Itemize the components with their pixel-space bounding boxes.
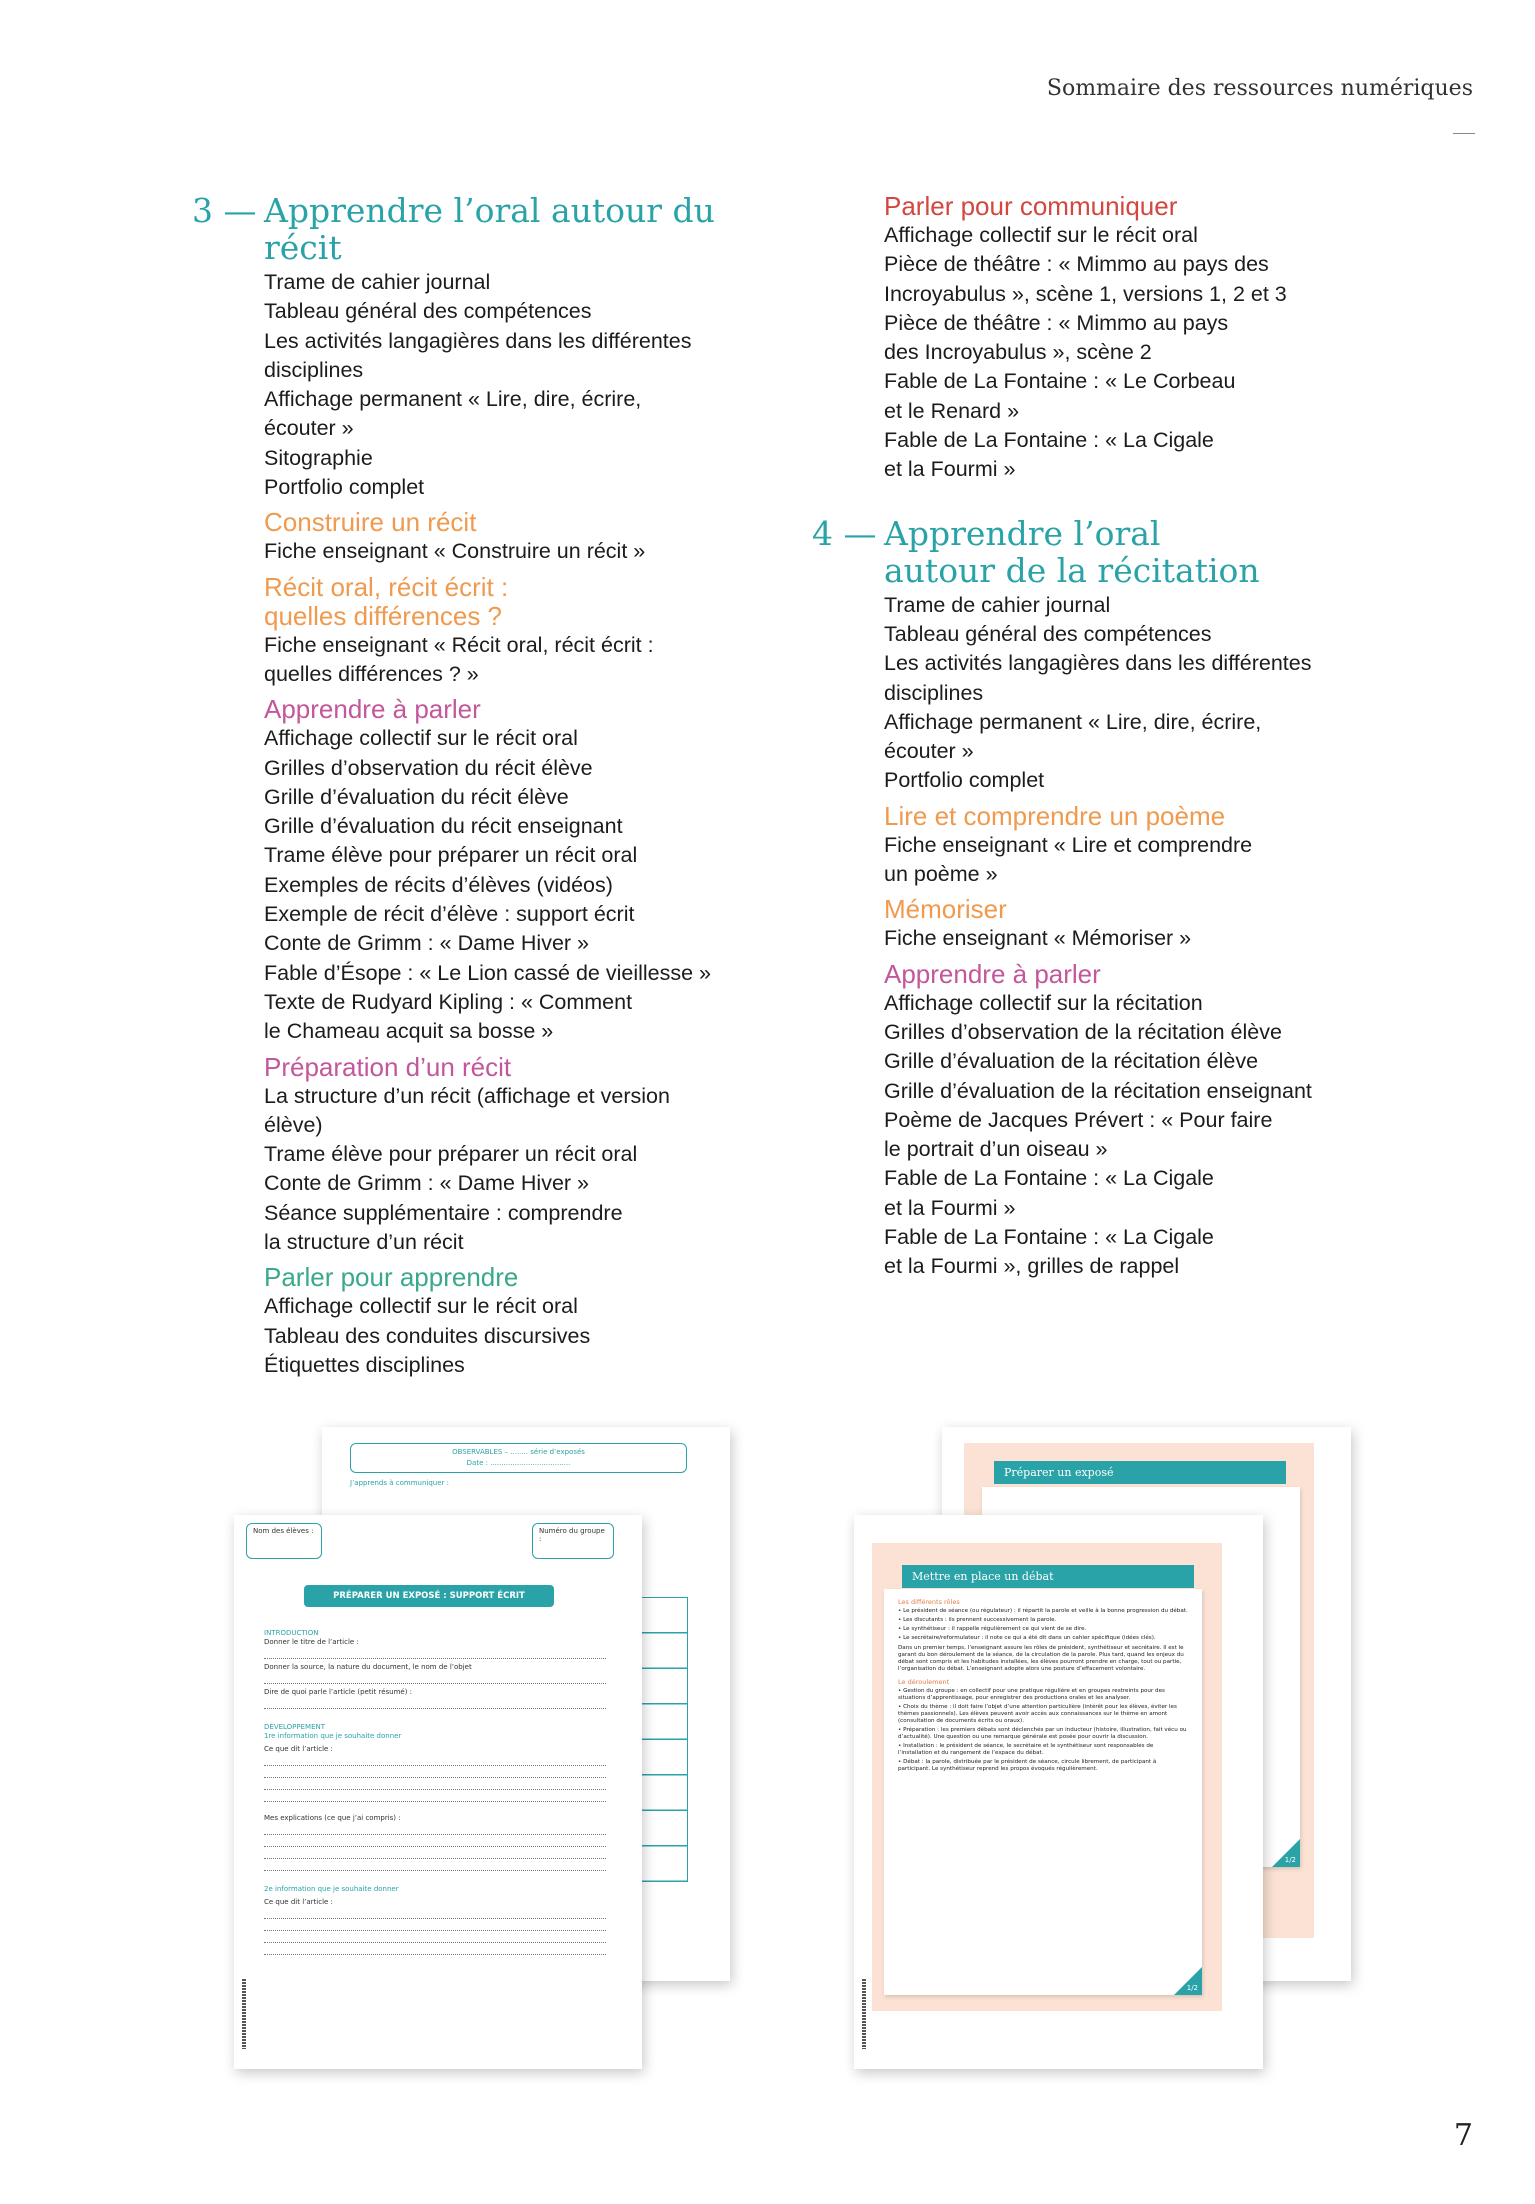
form-body <box>264 1629 606 1955</box>
resource-link[interactable]: Fable de La Fontaine : « La Cigale et la Fourmi » <box>884 428 1214 482</box>
box-line: Date : .................................... <box>466 1459 571 1467</box>
card-bullet: • Les discutants : ils prennent successivement la parole. <box>898 1617 1057 1623</box>
resource-link[interactable]: Les activités langagières dans les différentes disciplines <box>884 651 1312 705</box>
resource-link[interactable]: Exemple de récit d’élève : support écrit <box>264 902 635 927</box>
resource-link[interactable]: Poème de Jacques Prévert : « Pour faire le portrait d’un oiseau » <box>884 1107 1273 1162</box>
part-3-continued <box>812 192 1432 485</box>
resource-link[interactable]: Séance supplémentaire : comprendre la structure d’un récit <box>264 1200 623 1255</box>
section-heading: Mémoriser <box>884 894 1007 925</box>
part-title-text: Apprendre l’oral autour du récit <box>264 191 715 267</box>
resource-link[interactable]: Grille d’évaluation de la récitation élève <box>884 1049 1259 1074</box>
card-bullet: • Le secrétaire/reformulateur : il note ce qui a été dit dans un cahier spécifique (idées clés). <box>898 1635 1156 1641</box>
thumbnail-support-ecrit-sheet[interactable] <box>234 1515 642 2069</box>
resource-link[interactable]: Tableau général des compétences <box>264 299 592 324</box>
sheet-banner: Mettre en place un débat <box>902 1565 1194 1588</box>
card-section-title: Les différents rôles <box>898 1598 960 1606</box>
form-subsection: 2e information que je souhaite donner <box>264 1885 399 1893</box>
part-3-column <box>192 192 792 1380</box>
observables-box <box>350 1443 687 1473</box>
resource-link[interactable]: Portfolio complet <box>884 768 1045 793</box>
resource-link[interactable]: Pièce de théâtre : « Mimmo au pays des Incroyabulus », scène 2 <box>884 310 1229 365</box>
resource-link[interactable]: Tableau général des compétences <box>884 621 1212 646</box>
section-heading: Parler pour communiquer <box>884 191 1178 221</box>
card-bullet: • Installation : le président de séance, le secrétaire et le synthétiseur sont responsables de l’installation et du rangement de l’espace du débat. <box>898 1743 1154 1756</box>
section-heading: Lire et comprendre un poème <box>884 800 1226 831</box>
page-indicator: 1/2 <box>1186 1984 1198 1992</box>
resource-link[interactable]: Portfolio complet <box>264 475 425 500</box>
resource-link[interactable]: Grille d’évaluation du récit élève <box>264 784 569 809</box>
card-bullet: • Le synthétiseur : il rappelle régulièrement ce qui vient de se dire. <box>898 1626 1087 1632</box>
resource-link[interactable]: Affichage permanent « Lire, dire, écrire, écouter » <box>884 709 1262 764</box>
resource-link[interactable]: Texte de Rudyard Kipling : « Comment le Chameau acquit sa bosse » <box>264 989 633 1044</box>
copyright-vertical <box>862 1979 866 2049</box>
part-number: 4 — <box>812 513 877 553</box>
section-heading: Préparation d’un récit <box>264 1051 512 1082</box>
part-3-sections <box>192 508 792 1380</box>
card-bullet: • Gestion du groupe : en collectif pour une pratique régulière et en groupes restreints pour des situations d’apprentissage, pour enregistrer des productions orales et les analyser. <box>898 1688 1165 1701</box>
resource-link[interactable]: Fiche enseignant « Lire et comprendre un poème » <box>884 832 1253 887</box>
resource-link[interactable]: Grilles d’observation de la récitation élève <box>884 1019 1282 1044</box>
copyright-vertical <box>242 1979 246 2049</box>
card-section-title: Le déroulement <box>898 1678 950 1686</box>
part-title-text: Apprendre l’oral autour de la récitation <box>884 513 1260 590</box>
section-heading: Récit oral, récit écrit : quelles différences ? <box>264 571 509 631</box>
resource-link[interactable]: Trame de cahier journal <box>884 592 1111 617</box>
section-heading: Apprendre à parler <box>884 958 1101 989</box>
resource-link[interactable]: Pièce de théâtre : « Mimmo au pays des Incroyabulus », scène 1, versions 1, 2 et 3 <box>884 252 1287 306</box>
resource-link[interactable]: Trame de cahier journal <box>264 270 491 294</box>
form-question: Ce que dit l’article : <box>264 1745 333 1753</box>
header-rule <box>1453 133 1475 134</box>
resource-link[interactable]: Les activités langagières dans les différentes disciplines <box>264 328 692 382</box>
part-4-column <box>812 192 1432 1282</box>
resource-link[interactable]: Trame élève pour préparer un récit oral <box>264 843 638 868</box>
sheet-subtitle: J’apprends à communiquer : <box>350 1479 449 1487</box>
form-question: Donner le titre de l’article : <box>264 1638 359 1646</box>
resource-link[interactable]: Fiche enseignant « Mémoriser » <box>884 926 1192 951</box>
form-question: Donner la source, la nature du document, le nom de l’objet <box>264 1663 472 1671</box>
card-bullet: • Débat : la parole, distribuée par le président de séance, circule librement, de participant à participant. Le synthétiseur reprend les propos évoqués régulièrement. <box>898 1759 1157 1772</box>
sheet-card <box>884 1589 1202 1995</box>
form-question: Dire de quoi parle l’article (petit résumé) : <box>264 1688 413 1696</box>
part-3-title <box>192 192 792 266</box>
card-paragraph: Dans un premier temps, l’enseignant assure les rôles de président, synthétiseur et secrétaire. Il est le garant du bon déroulement de la séance, de la circulation de la parole. Plus tard, quand les enjeux du débat sont compris et les habitudes installées, les élèves pourront prendre en charge, tout ou partie, l’organisation du débat. L’enseignant adopte alors une posture d’effacement volontaire. <box>898 1645 1184 1672</box>
group-field: Numéro du groupe : <box>532 1523 614 1559</box>
resource-link[interactable]: Conte de Grimm : « Dame Hiver » <box>264 931 589 956</box>
card-bullet: • Choix du thème : il doit faire l’objet d’une attention particulière (intérêt pour les élèves, éviter les thèmes passionnels). Les élèves peuvent avoir accès aux connaissances sur le thème en amont (consultation de documents écrits ou oraux). <box>898 1704 1177 1724</box>
resource-link[interactable]: Fable de La Fontaine : « Le Corbeau et le Renard » <box>884 369 1236 423</box>
resource-link[interactable]: Grille d’évaluation du récit enseignant <box>264 814 623 839</box>
page-indicator: 1/2 <box>1284 1856 1296 1864</box>
resource-link[interactable]: Fable de La Fontaine : « La Cigale et la Fourmi » <box>884 1166 1214 1220</box>
names-field: Nom des élèves : <box>246 1523 322 1559</box>
resource-link[interactable]: Fable de La Fontaine : « La Cigale et la Fourmi », grilles de rappel <box>884 1225 1214 1279</box>
section-heading: Parler pour apprendre <box>264 1262 519 1293</box>
form-subsection: 1re information que je souhaite donner <box>264 1732 402 1740</box>
sheet-banner: Préparer un exposé <box>994 1461 1286 1484</box>
roles-list <box>898 1608 1188 1642</box>
thumbnail-debat-sheet[interactable] <box>854 1515 1263 2069</box>
resource-link[interactable]: Affichage collectif sur la récitation <box>884 990 1203 1015</box>
part-3-items <box>192 268 792 502</box>
form-question: Mes explications (ce que j’ai compris) : <box>264 1814 401 1822</box>
resource-link[interactable]: Sitographie <box>264 445 373 470</box>
resource-link[interactable]: Grilles d’observation du récit élève <box>264 755 593 780</box>
part-number: 3 — <box>192 191 257 230</box>
part-4-sections <box>812 802 1432 1282</box>
section-heading: Construire un récit <box>264 507 477 538</box>
resource-link[interactable]: Fable d’Ésope : « Le Lion cassé de vieillesse » <box>264 960 711 985</box>
resource-link[interactable]: Exemples de récits d’élèves (vidéos) <box>264 872 613 897</box>
part-4-items <box>812 591 1432 796</box>
card-bullet: • Le président de séance (ou régulateur) : il répartit la parole et veille à la bonne progression du débat. <box>898 1608 1188 1614</box>
resource-link[interactable]: La structure d’un récit (affichage et version élève) <box>264 1083 670 1137</box>
resource-link[interactable]: Affichage collectif sur le récit oral <box>264 1294 578 1319</box>
sheet-banner: PRÉPARER UN EXPOSÉ : SUPPORT ÉCRIT <box>304 1585 554 1607</box>
resource-link[interactable]: Conte de Grimm : « Dame Hiver » <box>264 1171 589 1196</box>
page-number: 7 <box>1453 2118 1473 2153</box>
form-question: Ce que dit l’article : <box>264 1898 333 1906</box>
resource-link[interactable]: Fiche enseignant « Construire un récit » <box>264 539 646 564</box>
part-4-title <box>812 515 1432 589</box>
section-label: INTRODUCTION <box>264 1629 319 1637</box>
flow-list <box>898 1688 1188 1773</box>
resource-link[interactable]: Étiquettes disciplines <box>264 1352 465 1377</box>
box-line: OBSERVABLES – ........ série d’exposés <box>452 1448 585 1456</box>
resource-link[interactable]: Grille d’évaluation de la récitation enseignant <box>884 1078 1312 1103</box>
resource-link[interactable]: Affichage permanent « Lire, dire, écrire, écouter » <box>264 387 642 441</box>
section-label: DÉVELOPPEMENT <box>264 1723 326 1731</box>
section-heading: Apprendre à parler <box>264 694 481 725</box>
resource-link[interactable]: Trame élève pour préparer un récit oral <box>264 1142 638 1167</box>
resource-link[interactable]: Affichage collectif sur le récit oral <box>264 726 578 751</box>
resource-link[interactable]: Fiche enseignant « Récit oral, récit écrit : quelles différences ? » <box>264 632 654 686</box>
card-bullet: • Préparation : les premiers débats sont déclenchés par un inducteur (histoire, illustration, fait vécu ou d’actualité). Une question ou une remarque générale est posée pour ouvrir la discussion. <box>898 1727 1187 1740</box>
resource-link[interactable]: Affichage collectif sur le récit oral <box>884 223 1198 247</box>
running-title: Sommaire des ressources numériques <box>1046 76 1473 101</box>
resource-link[interactable]: Tableau des conduites discursives <box>264 1323 591 1348</box>
